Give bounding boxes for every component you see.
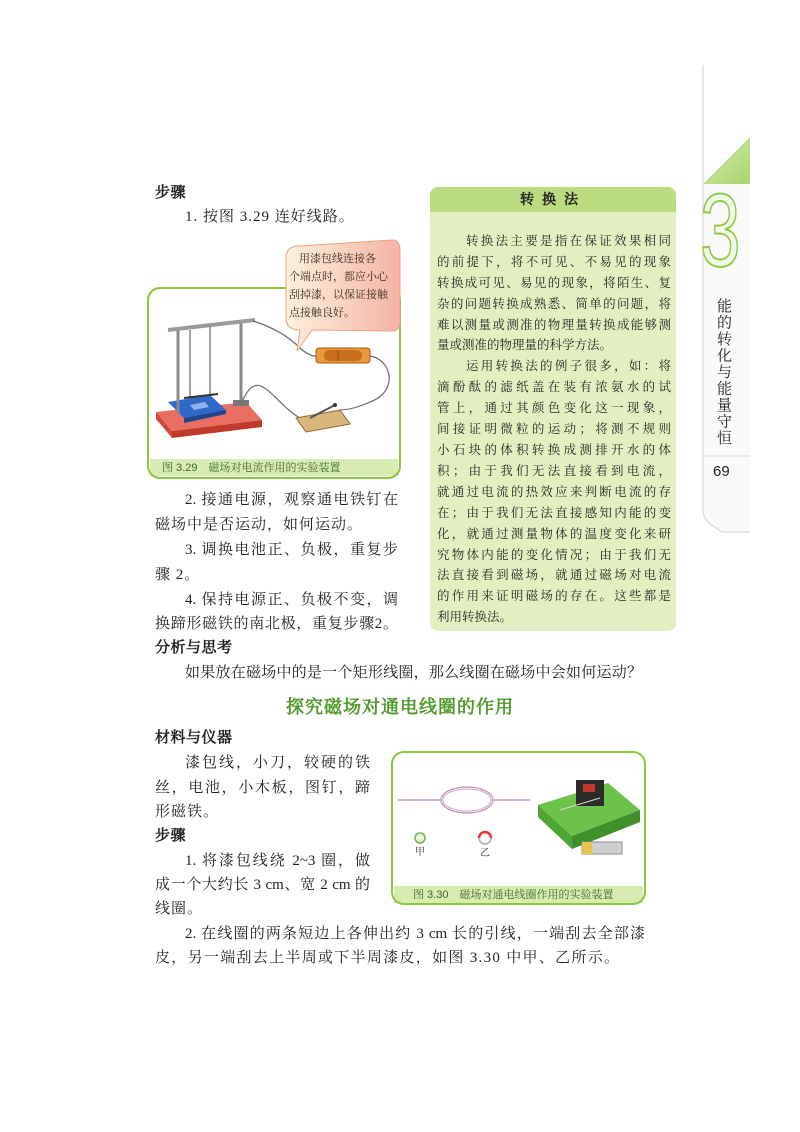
box-text-line: 难以测量或测准的物理量转换成能够测: [437, 318, 671, 332]
box-text-line: 积；由于我们无法直接看到电流，: [437, 464, 671, 478]
box-text-line: 运用转换法的例子很多，如：将: [466, 359, 671, 373]
steps-heading: 步骤: [155, 184, 187, 201]
label-jia: 甲: [415, 847, 425, 858]
box-text-line: 的作用来证明磁场的存在。这些都是: [437, 589, 671, 603]
step-1: 1. 按图 3.29 连好线路。: [185, 209, 355, 225]
box-text-line: 法直接看到磁场，就通过磁场对电流: [437, 568, 671, 582]
chapter-number: 3: [700, 173, 741, 289]
step-3-line: 骤 2。: [155, 567, 201, 583]
box-text-line: 究物体内能的变化情况；由于我们无: [437, 548, 671, 562]
step-4-line: 换蹄形磁铁的南北极，重复步骤2。: [155, 616, 398, 632]
step-2-line: 皮，另一端刮去上半周或下半周漆皮，如图 3.30 中甲、乙所示。: [155, 950, 621, 966]
callout-text-line: 用漆包线连接各: [299, 253, 376, 265]
label-yi: 乙: [480, 848, 490, 859]
box-text-line: 转换成可见、易见的现象，将陌生、复: [437, 276, 671, 290]
analysis-heading: 分析与思考: [155, 639, 233, 656]
step-1-line: 线圈。: [155, 901, 204, 917]
materials-heading: 材料与仪器: [155, 729, 233, 746]
box-text-line: 量或测准的物理量的科学方法。: [437, 338, 613, 352]
step-1-line: 成一个大约长 3 cm、宽 2 cm 的: [155, 877, 370, 893]
step-2-line: 2. 接通电源，观察通电铁钉在: [185, 492, 398, 508]
callout-text-line: 点接触良好。: [289, 307, 355, 319]
box-text-line: 滴酚酞的滤纸盖在装有浓氨水的试: [437, 380, 671, 394]
step-2-line: 磁场中是否运动，如何运动。: [155, 517, 364, 533]
box-text-line: 的前提下，将不可见、不易见的现象: [437, 255, 671, 269]
section-title: 探究磁场对通电线圈的作用: [286, 697, 514, 717]
page-number: 69: [713, 463, 730, 480]
materials-line: 形磁铁。: [155, 804, 220, 820]
analysis-question: 如果放在磁场中的是一个矩形线圈，那么线圈在磁场中会如何运动？: [185, 665, 642, 681]
step-1-line: 1. 将漆包线绕 2~3 圈，做: [185, 853, 370, 869]
box-text-line: 利用转换法。: [437, 610, 513, 624]
box-text-line: 化，就通过测量物体的温度变化来研: [437, 527, 671, 541]
coil-magnet: [576, 780, 604, 806]
box-text-line: 转换法主要是指在保证效果相同: [466, 234, 671, 248]
conversion-method-title: 转换法: [430, 187, 676, 212]
callout-text-line: 刮掉漆，以保证接触: [289, 289, 388, 301]
step-3-line: 3. 调换电池正、负极，重复步: [185, 542, 398, 558]
materials-line: 丝，电池，小木板，图钉，蹄: [155, 780, 370, 796]
box-text-line: 在；由于我们无法直接感知内能的变: [437, 506, 671, 520]
box-text-line: 小石块的体积转换成测排开水的体: [437, 443, 671, 457]
wire-end-jia: [415, 833, 425, 843]
box-text-line: 间接证明微粒的运动；将测不规则: [437, 422, 671, 436]
materials-line: 漆包线，小刀，较硬的铁: [185, 755, 370, 771]
figure-3-29-caption: 图 3.29 磁场对电流作用的实验装置: [162, 462, 341, 474]
figure-3-30: [392, 752, 645, 904]
box-text-line: 管上，通过其颜色变化这一现象，: [437, 401, 671, 415]
step-2-line: 2. 在线圈的两条短边上各伸出约 3 cm 长的引线，一端刮去全部漆: [185, 926, 645, 942]
chapter-title: 能的转化与能量守恒: [715, 298, 732, 447]
box-text-line: 就通过电流的热效应来判断电流的存: [437, 485, 671, 499]
callout-text-line: 个端点时，都应小心: [289, 271, 388, 283]
steps-heading: 步骤: [155, 827, 187, 844]
figure-3-30-caption: 图 3.30 磁场对通电线圈作用的实验装置: [413, 889, 614, 901]
step-4-line: 4. 保持电源正、负极不变，调: [185, 592, 398, 608]
box-text-line: 杂的问题转换成熟悉、简单的问题，将: [437, 297, 671, 311]
